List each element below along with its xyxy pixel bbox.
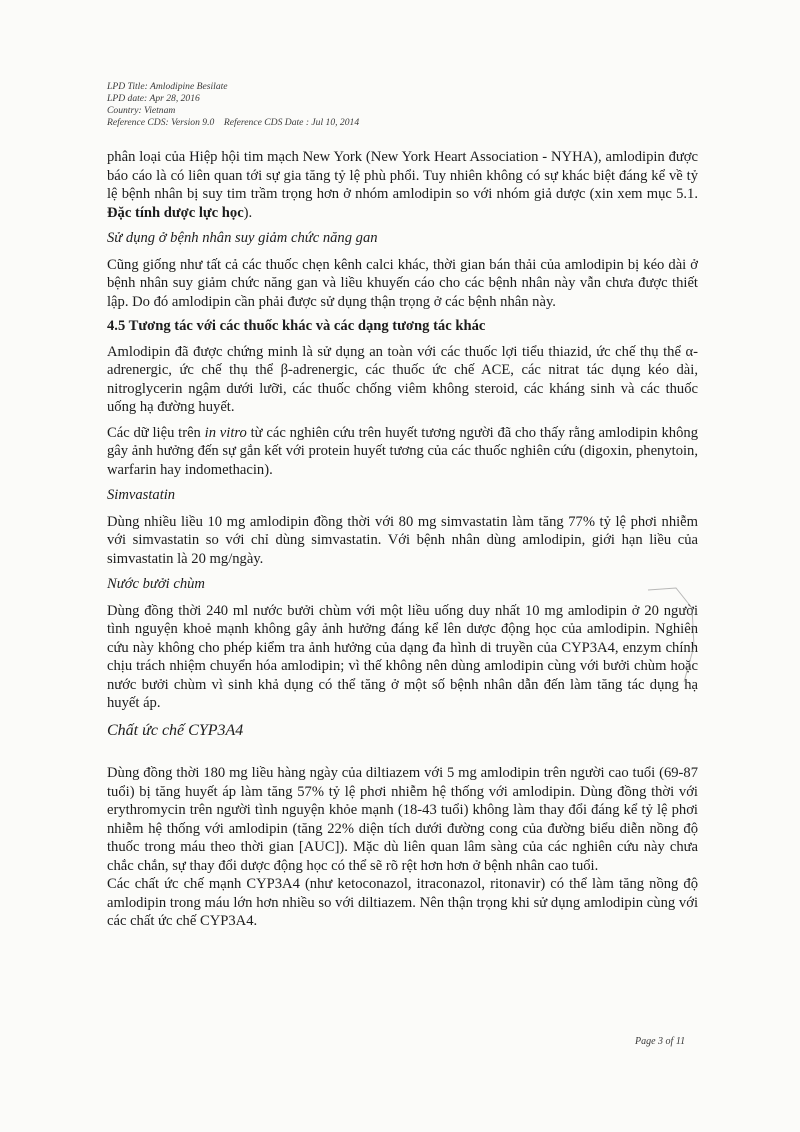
- paragraph-text: phân loại của Hiệp hội tim mạch New York (New York Heart Association - NYHA), amlodipin được báo cáo là có liên quan tới sự gia tăng tỷ lệ phù phổi. Tuy nhiên không có sự khác biệt đáng kể về tỷ lệ bệnh nhân bị suy tim trầm trọng hơn ở nhóm amlodipin so với nhóm giả dược (xin xem mục 5.1.: [107, 149, 698, 202]
- paragraph-simvastatin: Dùng nhiều liều 10 mg amlodipin đồng thời với 80 mg simvastatin làm tăng 77% tỷ lệ phơi nhiễm với simvastatin so với chỉ dùng simvastatin. Với bệnh nhân dùng amlodipin, giới hạn liều của simvastatin là 20 mg/ngày.: [107, 513, 698, 567]
- subheading-cyp3a4: Chất ức chế CYP3A4: [107, 721, 244, 739]
- subheading-simvastatin: Simvastatin: [107, 487, 176, 503]
- subheading-grapefruit: Nước bưởi chùm: [107, 576, 205, 592]
- header-date: LPD date: Apr 28, 2016: [107, 93, 200, 104]
- paragraph-diltiazem: Dùng đồng thời 180 mg liều hàng ngày của diltiazem với 5 mg amlodipin trên người cao tuổi (69-87 tuổi) bị tăng huyết áp làm tăng 57% tỷ lệ phơi nhiễm hệ thống với amlodipin. Dùng đồng thời với erythromycin trên người tình nguyện khỏe mạnh (18-43 tuổi) không làm thay đổi đáng kể tỷ lệ phơi nhiễm hệ thống với amlodipin (tăng 22% diện tích dưới đường cong của đường biểu diễn nồng độ thuốc trong máu theo thời gian [AUC]). Mặc dù liên quan lâm sàng của các nghiên cứu này chưa chắc chắn, sự thay đổi dược động học có thể sẽ rõ rệt hơn hơn ở bệnh nhân cao tuổi.: [107, 765, 698, 874]
- document-header: [107, 81, 359, 129]
- section-heading: 4.5 Tương tác với các thuốc khác và các dạng tương tác khác: [107, 318, 486, 334]
- paragraph-in-vitro: [107, 424, 698, 480]
- paragraph-grapefruit: Dùng đồng thời 240 ml nước bưởi chùm với một liều uống duy nhất 10 mg amlodipin ở 20 người tình nguyện khoẻ mạnh không gây ảnh hưởng đáng kể lên dược động học của amlodipin. Nghiên cứu này không cho phép kiểm tra ảnh hưởng của dạng đa hình di truyền của CYP3A4, enzym chính chịu trách nhiệm chuyển hóa amlodipin; vì thế không nên dùng amlodipin cùng với bưởi chùm hoặc nước bưởi chùm vì sinh khả dụng có thể tăng ở một số bệnh nhân dẫn đến làm tăng tác dụng hạ huyết áp.: [107, 602, 698, 711]
- paragraph-strong-inhibitors: Các chất ức chế mạnh CYP3A4 (như ketoconazol, itraconazol, ritonavir) có thể làm tăng nồng độ amlodipin trong máu lớn hơn nhiều so với diltiazem. Nên thận trọng khi sử dụng amlodipin cùng với các chất ức chế CYP3A4.: [107, 876, 698, 929]
- italic-term: in vitro: [204, 424, 247, 441]
- paragraph-text: ).: [243, 204, 253, 221]
- paragraph-safe-use: Amlodipin đã được chứng minh là sử dụng an toàn với các thuốc lợi tiểu thiazid, ức chế thụ thể α-adrenergic, ức chế thụ thể β-adrenergic, các thuốc ức chế ACE, các nitrat tác dụng kéo dài, nitroglycerin ngậm dưới lưỡi, các thuốc chống viêm không steroid, các kháng sinh và các thuốc uống hạ đường huyết.: [107, 343, 698, 415]
- paragraph-nyha: [107, 148, 698, 222]
- header-reference: Reference CDS: Version 9.0 Reference CDS Date : Jul 10, 2014: [107, 117, 360, 128]
- section-reference: Đặc tính dược lực học: [107, 204, 244, 221]
- subheading-hepatic: Sử dụng ở bệnh nhân suy giảm chức năng gan: [107, 230, 378, 246]
- page-number: Page 3 of 11: [635, 1036, 686, 1047]
- paragraph-hepatic: Cũng giống như tất cả các thuốc chẹn kênh calci khác, thời gian bán thải của amlodipin bị kéo dài ở bệnh nhân suy giảm chức năng gan và liều khuyến cáo cho các bệnh nhân này vẫn chưa được thiết lập. Do đó amlodipin cần phải được sử dụng thận trọng ở các bệnh nhân này.: [107, 256, 698, 310]
- header-title: LPD Title: Amlodipine Besilate: [107, 81, 228, 92]
- paragraph-text: từ các nghiên cứu trên huyết tương người đã cho thấy rằng amlodipin không gây ảnh hưởng đến sự gắn kết với protein huyết tương của các thuốc nghiên cứu (digoxin, phenytoin, warfarin hay indomethacin).: [107, 424, 698, 478]
- header-country: Country: Vietnam: [107, 105, 176, 116]
- document-body: [107, 148, 698, 931]
- paragraph-text: Các dữ liệu trên: [107, 424, 205, 441]
